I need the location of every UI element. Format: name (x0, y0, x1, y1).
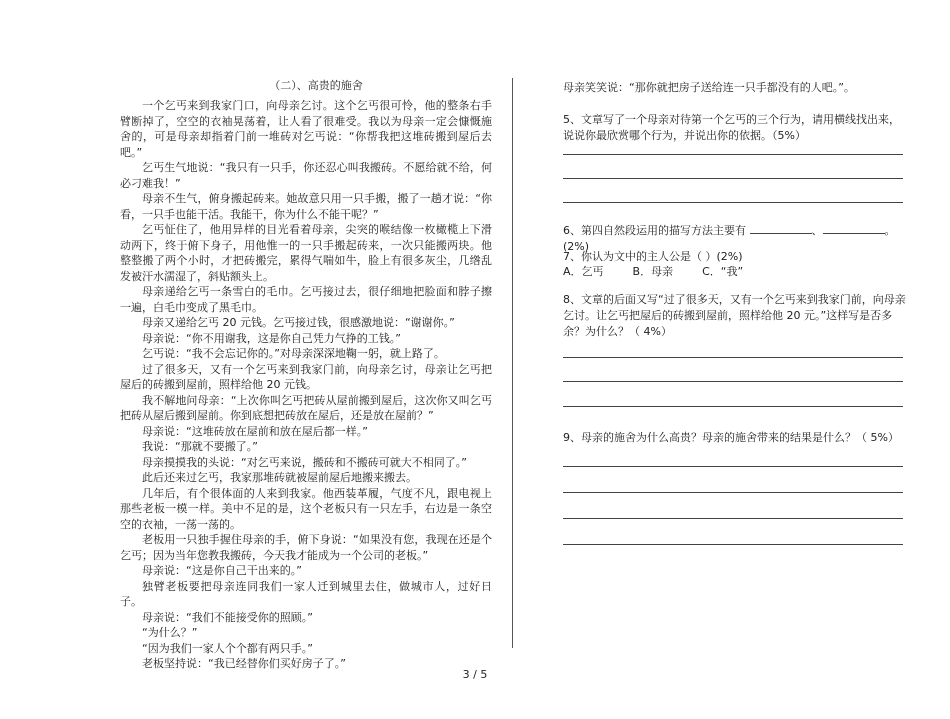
question-7: 7、你认为文中的主人公是（ ）(2%) (563, 250, 743, 263)
story-paragraph: 老板坚持说：“我已经替你们买好房子了。” (142, 657, 346, 670)
story-paragraph: 一个乞丐来到我家门口，向母亲乞讨。这个乞丐很可怜，他的整条右手臂断掉了，空空的衣袖晃荡着，让人看了很难受。我以为母亲一定会慷慨施舍的，可是母亲却指着门前一堆砖对乞丐说：“你帮我把这堆砖搬到屋后去吧。” (120, 99, 492, 159)
answer-line[interactable] (563, 492, 903, 493)
story-paragraph: 老板用一只独手握住母亲的手，俯下身说：“如果没有您，我现在还是个乞丐；因为当年您教我搬砖，今天我才能成为一个公司的老板。” (120, 533, 492, 562)
story-paragraph: 乞丐说：“我不会忘记你的。”对母亲深深地鞠一躬，就上路了。 (142, 347, 445, 360)
story-paragraph: 母亲说：“我们不能接受你的照顾。” (142, 610, 313, 624)
answer-line[interactable] (563, 466, 903, 467)
answer-line[interactable] (563, 518, 903, 519)
story-paragraph: 乞丐生气地说：“我只有一只手，你还忍心叫我搬砖。不愿给就不给，何必刁难我！” (120, 161, 492, 190)
page-number: 3 / 5 (462, 668, 488, 681)
answer-blank[interactable] (750, 222, 812, 234)
story-paragraph: 母亲摸摸我的头说：“对乞丐来说，搬砖和不搬砖可就大不相同了。” (142, 455, 467, 469)
answer-line[interactable] (563, 544, 903, 545)
answer-blank[interactable] (823, 222, 885, 234)
answer-line[interactable] (563, 381, 903, 382)
story-paragraph: “为什么？” (142, 626, 198, 639)
story-paragraph: 过了很多天，又有一个乞丐来到我家门前，向母亲乞讨，母亲让乞丐把屋后的砖搬到屋前，照样给他 20 元钱。 (120, 362, 492, 391)
story-paragraph: 此后还来过乞丐，我家那堆砖就被屋前屋后地搬来搬去。 (142, 471, 417, 484)
answer-line[interactable] (563, 154, 903, 155)
story-paragraph: 我不解地问母亲：“上次你叫乞丐把砖从屋前搬到屋后，这次你又叫乞丐把砖从屋后搬到屋前。你到底想把砖放在屋后，还是放在屋前？” (120, 393, 492, 422)
option-b[interactable]: B．母亲 (632, 265, 674, 278)
option-c[interactable]: C．“我” (702, 265, 744, 278)
story-paragraph: 母亲说：“这是你自己干出来的。” (142, 564, 302, 577)
question-5: 5、文章写了一个母亲对待第一个乞丐的三个行为，请用横线找出来，说说你最欣赏哪个行为，并说出你的依据。（5%） (563, 113, 900, 142)
answer-line[interactable] (563, 178, 903, 179)
story-column (120, 78, 492, 672)
question-6-text: 6、第四自然段运用的描写方法主要有 (563, 224, 746, 237)
story-paragraph: 乞丐怔住了，他用异样的目光看着母亲，尖突的喉结像一枚橄榄上下滑动两下，终于俯下身子，用他惟一的一只手搬起砖来，一次只能搬两块。他整整搬了两个小时，才把砖搬完，累得气喘如牛，脸上有很多灰尘，几绺乱发被汗水濡湿了，斜贴额头上。 (120, 223, 492, 283)
question-6-score: 。(2%) (563, 224, 896, 253)
question-7-options (563, 264, 908, 280)
answer-line[interactable] (563, 357, 903, 358)
answer-line[interactable] (563, 202, 903, 203)
story-paragraph: 独臂老板要把母亲连同我们一家人迁到城里去住，做城市人，过好日子。 (120, 579, 492, 608)
story-body (120, 98, 492, 672)
option-a[interactable]: A．乞丐 (563, 265, 604, 278)
question-6-separator: 、 (811, 224, 823, 237)
story-paragraph: 母亲说：“这堆砖放在屋前和放在屋后都一样。” (142, 424, 368, 438)
story-paragraph: 母亲又递给乞丐 20 元钱。乞丐接过钱，很感激地说：“谢谢你。” (142, 316, 455, 329)
question-9: 9、母亲的施舍为什么高贵？母亲的施舍带来的结果是什么？（ 5%） (563, 431, 899, 444)
story-paragraph: 母亲不生气，俯身搬起砖来。她故意只用一只手搬，搬了一趟才说：“你看，一只手也能干活。我能干，你为什么不能干呢？” (120, 192, 492, 221)
story-title: （二）、高贵的施舍 (269, 79, 363, 92)
column-divider (512, 78, 513, 648)
answer-line[interactable] (563, 406, 903, 407)
story-paragraph: 几年后，有个很体面的人来到我家。他西装革履，气度不凡，跟电视上那些老板一模一样。美中不足的是，这个老板只有一只左手，右边是一条空空的衣袖，一荡一荡的。 (120, 486, 492, 531)
story-paragraph: 母亲说：“你不用谢我，这是你自己凭力气挣的工钱。” (142, 331, 401, 345)
question-8: 8、文章的后面又写“过了很多天，又有一个乞丐来到我家门前，向母亲乞讨。让乞丐把屋后的砖搬到屋前，照样给他 20 元。”这样写是否多余？为什么？（ 4%） (563, 293, 906, 338)
story-paragraph: 我说：“那就不要搬了。” (142, 440, 258, 453)
story-paragraph: 母亲递给乞丐一条雪白的毛巾。乞丐接过去，很仔细地把脸面和脖子擦一遍，白毛巾变成了黑毛巾。 (120, 285, 492, 314)
story-continuation: 母亲笑笑说：“那你就把房子送给连一只手都没有的人吧。”。 (563, 81, 855, 94)
story-paragraph: “因为我们一家人个个都有两只手。” (142, 641, 313, 655)
